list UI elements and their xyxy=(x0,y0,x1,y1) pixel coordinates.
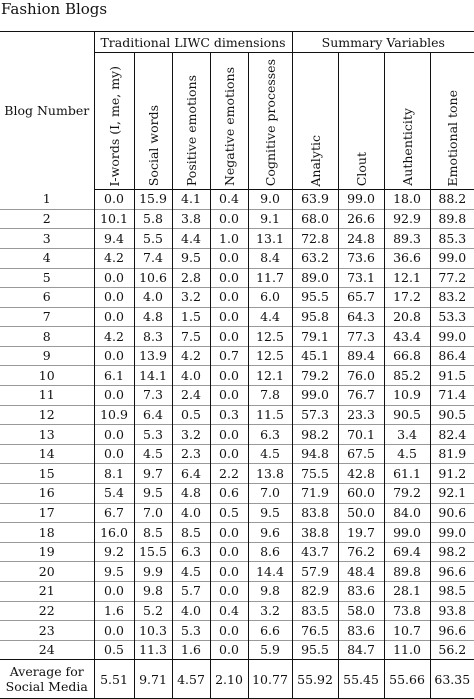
column-header: Clout xyxy=(338,53,384,190)
value-cell: 0.5 xyxy=(94,640,134,660)
value-cell: 0.0 xyxy=(210,523,248,543)
value-cell: 0.0 xyxy=(210,425,248,445)
value-cell: 76.5 xyxy=(292,621,338,641)
value-cell: 8.4 xyxy=(248,248,292,268)
value-cell: 36.6 xyxy=(384,248,430,268)
table-row xyxy=(0,248,474,268)
table-row xyxy=(0,229,474,249)
value-cell: 6.6 xyxy=(248,621,292,641)
value-cell: 0.0 xyxy=(94,288,134,308)
value-cell: 48.4 xyxy=(338,562,384,582)
value-cell: 99.0 xyxy=(384,523,430,543)
value-cell: 17.2 xyxy=(384,288,430,308)
value-cell: 71.4 xyxy=(430,386,474,406)
value-cell: 82.4 xyxy=(430,425,474,445)
value-cell: 6.1 xyxy=(94,366,134,386)
value-cell: 4.2 xyxy=(94,327,134,347)
value-cell: 95.5 xyxy=(292,288,338,308)
value-cell: 23.3 xyxy=(338,405,384,425)
value-cell: 76.7 xyxy=(338,386,384,406)
value-cell: 0.0 xyxy=(94,268,134,288)
value-cell: 85.3 xyxy=(430,229,474,249)
value-cell: 8.5 xyxy=(172,523,210,543)
value-cell: 0.0 xyxy=(210,621,248,641)
blog-number-cell: 17 xyxy=(38,504,55,520)
value-cell: 76.2 xyxy=(338,542,384,562)
value-cell: 0.0 xyxy=(210,209,248,229)
value-cell: 13.1 xyxy=(248,229,292,249)
average-cell: 9.71 xyxy=(134,660,172,699)
value-cell: 12.5 xyxy=(248,346,292,366)
value-cell: 73.6 xyxy=(338,248,384,268)
value-cell: 9.9 xyxy=(134,562,172,582)
blog-number-cell: 20 xyxy=(38,563,55,579)
average-cell: 55.66 xyxy=(384,660,430,699)
blog-number-cell: 1 xyxy=(42,191,51,207)
table-row xyxy=(0,366,474,386)
value-cell: 84.7 xyxy=(338,640,384,660)
value-cell: 4.1 xyxy=(172,190,210,210)
average-cell: 2.10 xyxy=(210,660,248,699)
value-cell: 89.4 xyxy=(338,346,384,366)
table-row xyxy=(0,190,474,210)
value-cell: 24.8 xyxy=(338,229,384,249)
value-cell: 0.6 xyxy=(210,484,248,504)
value-cell: 0.4 xyxy=(210,601,248,621)
value-cell: 0.0 xyxy=(210,640,248,660)
blog-number-cell: 3 xyxy=(42,230,51,246)
table-row xyxy=(0,582,474,602)
value-cell: 8.6 xyxy=(248,542,292,562)
value-cell: 5.3 xyxy=(172,621,210,641)
value-cell: 7.4 xyxy=(134,248,172,268)
value-cell: 69.4 xyxy=(384,542,430,562)
value-cell: 0.5 xyxy=(172,405,210,425)
table-row xyxy=(0,386,474,406)
value-cell: 0.0 xyxy=(94,582,134,602)
table-row xyxy=(0,542,474,562)
value-cell: 18.0 xyxy=(384,190,430,210)
table-row xyxy=(0,268,474,288)
value-cell: 93.8 xyxy=(430,601,474,621)
value-cell: 63.2 xyxy=(292,248,338,268)
value-cell: 6.4 xyxy=(172,464,210,484)
value-cell: 98.5 xyxy=(430,582,474,602)
blog-number-cell: 19 xyxy=(38,544,55,560)
value-cell: 89.8 xyxy=(384,562,430,582)
value-cell: 13.9 xyxy=(134,346,172,366)
value-cell: 89.0 xyxy=(292,268,338,288)
value-cell: 14.4 xyxy=(248,562,292,582)
value-cell: 0.0 xyxy=(210,444,248,464)
value-cell: 92.1 xyxy=(430,484,474,504)
value-cell: 6.3 xyxy=(248,425,292,445)
value-cell: 83.5 xyxy=(292,601,338,621)
value-cell: 4.5 xyxy=(384,444,430,464)
value-cell: 98.2 xyxy=(292,425,338,445)
column-header: Authenticity xyxy=(384,53,430,190)
value-cell: 2.8 xyxy=(172,268,210,288)
value-cell: 2.2 xyxy=(210,464,248,484)
value-cell: 15.9 xyxy=(134,190,172,210)
value-cell: 0.0 xyxy=(210,288,248,308)
table-row xyxy=(0,405,474,425)
value-cell: 83.2 xyxy=(430,288,474,308)
blog-number-cell: 16 xyxy=(38,485,55,501)
value-cell: 91.2 xyxy=(430,464,474,484)
value-cell: 60.0 xyxy=(338,484,384,504)
value-cell: 9.6 xyxy=(248,523,292,543)
value-cell: 42.8 xyxy=(338,464,384,484)
value-cell: 9.5 xyxy=(94,562,134,582)
liwc-table xyxy=(0,31,474,699)
value-cell: 7.3 xyxy=(134,386,172,406)
value-cell: 4.2 xyxy=(172,346,210,366)
value-cell: 90.5 xyxy=(384,405,430,425)
value-cell: 6.3 xyxy=(172,542,210,562)
blog-number-cell: 2 xyxy=(42,211,51,227)
value-cell: 67.5 xyxy=(338,444,384,464)
value-cell: 68.0 xyxy=(292,209,338,229)
value-cell: 2.3 xyxy=(172,444,210,464)
value-cell: 4.4 xyxy=(172,229,210,249)
table-body xyxy=(0,190,474,660)
value-cell: 4.5 xyxy=(172,562,210,582)
value-cell: 0.3 xyxy=(210,405,248,425)
value-cell: 6.0 xyxy=(248,288,292,308)
average-cell: 55.45 xyxy=(338,660,384,699)
value-cell: 38.8 xyxy=(292,523,338,543)
header-blog-number: Blog Number xyxy=(4,103,90,119)
value-cell: 8.3 xyxy=(134,327,172,347)
blog-number-cell: 13 xyxy=(38,426,55,442)
value-cell: 12.5 xyxy=(248,327,292,347)
value-cell: 92.9 xyxy=(384,209,430,229)
value-cell: 72.8 xyxy=(292,229,338,249)
value-cell: 99.0 xyxy=(430,248,474,268)
value-cell: 90.5 xyxy=(430,405,474,425)
value-cell: 5.7 xyxy=(172,582,210,602)
value-cell: 82.9 xyxy=(292,582,338,602)
table-row xyxy=(0,307,474,327)
value-cell: 4.8 xyxy=(134,307,172,327)
average-cell: 63.35 xyxy=(430,660,474,699)
value-cell: 9.2 xyxy=(94,542,134,562)
value-cell: 3.4 xyxy=(384,425,430,445)
value-cell: 83.6 xyxy=(338,621,384,641)
value-cell: 81.9 xyxy=(430,444,474,464)
value-cell: 1.0 xyxy=(210,229,248,249)
column-header: Analytic xyxy=(292,53,338,190)
value-cell: 4.2 xyxy=(94,248,134,268)
average-cell: 5.51 xyxy=(94,660,134,699)
average-label xyxy=(0,660,94,699)
value-cell: 0.0 xyxy=(210,268,248,288)
value-cell: 20.8 xyxy=(384,307,430,327)
value-cell: 70.1 xyxy=(338,425,384,445)
value-cell: 58.0 xyxy=(338,601,384,621)
value-cell: 79.1 xyxy=(292,327,338,347)
table-row xyxy=(0,327,474,347)
value-cell: 99.0 xyxy=(430,523,474,543)
average-label-line2: Social Media xyxy=(5,679,88,695)
value-cell: 4.0 xyxy=(172,601,210,621)
column-header: I-words (I, me, my) xyxy=(94,53,134,190)
value-cell: 14.1 xyxy=(134,366,172,386)
value-cell: 0.0 xyxy=(210,582,248,602)
value-cell: 0.0 xyxy=(94,190,134,210)
header-group-liwc: Traditional LIWC dimensions xyxy=(94,32,292,53)
value-cell: 0.0 xyxy=(94,621,134,641)
value-cell: 89.8 xyxy=(430,209,474,229)
table-row xyxy=(0,444,474,464)
value-cell: 96.6 xyxy=(430,621,474,641)
value-cell: 28.1 xyxy=(384,582,430,602)
value-cell: 96.6 xyxy=(430,562,474,582)
value-cell: 9.5 xyxy=(134,484,172,504)
blog-number-cell: 10 xyxy=(38,367,55,383)
value-cell: 0.7 xyxy=(210,346,248,366)
value-cell: 43.7 xyxy=(292,542,338,562)
value-cell: 7.0 xyxy=(248,484,292,504)
average-cell: 55.92 xyxy=(292,660,338,699)
value-cell: 71.9 xyxy=(292,484,338,504)
value-cell: 9.8 xyxy=(248,582,292,602)
value-cell: 0.0 xyxy=(210,562,248,582)
table-row xyxy=(0,346,474,366)
value-cell: 99.0 xyxy=(338,190,384,210)
value-cell: 10.6 xyxy=(134,268,172,288)
value-cell: 77.2 xyxy=(430,268,474,288)
value-cell: 9.5 xyxy=(248,503,292,523)
value-cell: 0.0 xyxy=(94,386,134,406)
value-cell: 5.4 xyxy=(94,484,134,504)
table-caption: Fashion Blogs xyxy=(1,0,108,18)
value-cell: 99.0 xyxy=(430,327,474,347)
value-cell: 0.0 xyxy=(94,425,134,445)
value-cell: 0.0 xyxy=(210,542,248,562)
value-cell: 3.8 xyxy=(172,209,210,229)
value-cell: 0.0 xyxy=(210,366,248,386)
column-header: Cognitive processes xyxy=(248,53,292,190)
value-cell: 12.1 xyxy=(248,366,292,386)
table-row xyxy=(0,601,474,621)
value-cell: 84.0 xyxy=(384,503,430,523)
value-cell: 5.3 xyxy=(134,425,172,445)
value-cell: 9.7 xyxy=(134,464,172,484)
value-cell: 26.6 xyxy=(338,209,384,229)
value-cell: 50.0 xyxy=(338,503,384,523)
value-cell: 0.0 xyxy=(94,346,134,366)
average-row xyxy=(0,660,474,699)
value-cell: 4.0 xyxy=(134,288,172,308)
value-cell: 99.0 xyxy=(292,386,338,406)
value-cell: 5.9 xyxy=(248,640,292,660)
value-cell: 4.5 xyxy=(134,444,172,464)
blog-number-cell: 5 xyxy=(42,269,51,285)
value-cell: 1.6 xyxy=(172,640,210,660)
value-cell: 0.0 xyxy=(210,327,248,347)
blog-number-cell: 12 xyxy=(38,406,55,422)
blog-number-cell: 14 xyxy=(38,446,55,462)
value-cell: 95.8 xyxy=(292,307,338,327)
table-row xyxy=(0,288,474,308)
average-label-line1: Average for xyxy=(9,664,84,680)
value-cell: 0.0 xyxy=(210,386,248,406)
value-cell: 64.3 xyxy=(338,307,384,327)
value-cell: 66.8 xyxy=(384,346,430,366)
value-cell: 77.3 xyxy=(338,327,384,347)
blog-number-cell: 9 xyxy=(42,348,51,364)
blog-number-cell: 24 xyxy=(38,642,55,658)
value-cell: 83.6 xyxy=(338,582,384,602)
value-cell: 73.8 xyxy=(384,601,430,621)
value-cell: 94.8 xyxy=(292,444,338,464)
value-cell: 75.5 xyxy=(292,464,338,484)
table-row xyxy=(0,503,474,523)
value-cell: 65.7 xyxy=(338,288,384,308)
value-cell: 11.7 xyxy=(248,268,292,288)
value-cell: 1.6 xyxy=(94,601,134,621)
average-cell: 10.77 xyxy=(248,660,292,699)
value-cell: 0.5 xyxy=(210,503,248,523)
value-cell: 63.9 xyxy=(292,190,338,210)
value-cell: 19.7 xyxy=(338,523,384,543)
blog-number-cell: 6 xyxy=(42,289,51,305)
value-cell: 3.2 xyxy=(172,425,210,445)
value-cell: 79.2 xyxy=(292,366,338,386)
value-cell: 10.1 xyxy=(94,209,134,229)
table-row xyxy=(0,640,474,660)
value-cell: 10.3 xyxy=(134,621,172,641)
blog-number-cell: 18 xyxy=(38,524,55,540)
blog-number-cell: 23 xyxy=(38,622,55,638)
value-cell: 43.4 xyxy=(384,327,430,347)
blog-number-cell: 8 xyxy=(42,328,51,344)
blog-number-cell: 11 xyxy=(38,387,55,403)
value-cell: 12.1 xyxy=(384,268,430,288)
value-cell: 98.2 xyxy=(430,542,474,562)
table-row xyxy=(0,209,474,229)
table-row xyxy=(0,621,474,641)
blog-number-cell: 22 xyxy=(38,602,55,618)
value-cell: 57.3 xyxy=(292,405,338,425)
value-cell: 4.5 xyxy=(248,444,292,464)
value-cell: 95.5 xyxy=(292,640,338,660)
value-cell: 3.2 xyxy=(172,288,210,308)
value-cell: 4.8 xyxy=(172,484,210,504)
value-cell: 15.5 xyxy=(134,542,172,562)
value-cell: 85.2 xyxy=(384,366,430,386)
value-cell: 90.6 xyxy=(430,503,474,523)
value-cell: 0.0 xyxy=(210,248,248,268)
value-cell: 1.5 xyxy=(172,307,210,327)
column-header: Emotional tone xyxy=(430,53,474,190)
column-header: Positive emotions xyxy=(172,53,210,190)
value-cell: 11.5 xyxy=(248,405,292,425)
value-cell: 61.1 xyxy=(384,464,430,484)
column-header: Negative emotions xyxy=(210,53,248,190)
value-cell: 9.1 xyxy=(248,209,292,229)
average-cell: 4.57 xyxy=(172,660,210,699)
value-cell: 76.0 xyxy=(338,366,384,386)
blog-number-cell: 15 xyxy=(38,465,55,481)
value-cell: 88.2 xyxy=(430,190,474,210)
value-cell: 11.0 xyxy=(384,640,430,660)
blog-number-cell: 4 xyxy=(42,250,51,266)
blog-number-cell: 7 xyxy=(42,309,51,324)
value-cell: 4.0 xyxy=(172,503,210,523)
value-cell: 53.3 xyxy=(430,307,474,327)
value-cell: 7.0 xyxy=(134,503,172,523)
value-cell: 9.4 xyxy=(94,229,134,249)
value-cell: 45.1 xyxy=(292,346,338,366)
value-cell: 86.4 xyxy=(430,346,474,366)
value-cell: 6.4 xyxy=(134,405,172,425)
value-cell: 10.9 xyxy=(94,405,134,425)
value-cell: 0.0 xyxy=(210,307,248,327)
value-cell: 5.8 xyxy=(134,209,172,229)
value-cell: 13.8 xyxy=(248,464,292,484)
value-cell: 10.7 xyxy=(384,621,430,641)
value-cell: 56.2 xyxy=(430,640,474,660)
value-cell: 89.3 xyxy=(384,229,430,249)
value-cell: 5.5 xyxy=(134,229,172,249)
value-cell: 3.2 xyxy=(248,601,292,621)
blog-number-cell: 21 xyxy=(38,583,55,599)
value-cell: 73.1 xyxy=(338,268,384,288)
value-cell: 0.4 xyxy=(210,190,248,210)
value-cell: 8.1 xyxy=(94,464,134,484)
table-row xyxy=(0,484,474,504)
table-row xyxy=(0,562,474,582)
value-cell: 9.5 xyxy=(172,248,210,268)
column-header: Social words xyxy=(134,53,172,190)
value-cell: 0.0 xyxy=(94,444,134,464)
table-row xyxy=(0,464,474,484)
table-row xyxy=(0,425,474,445)
value-cell: 10.9 xyxy=(384,386,430,406)
value-cell: 7.5 xyxy=(172,327,210,347)
value-cell: 8.5 xyxy=(134,523,172,543)
value-cell: 4.0 xyxy=(172,366,210,386)
value-cell: 0.0 xyxy=(94,307,134,327)
value-cell: 11.3 xyxy=(134,640,172,660)
value-cell: 79.2 xyxy=(384,484,430,504)
value-cell: 6.7 xyxy=(94,503,134,523)
value-cell: 57.9 xyxy=(292,562,338,582)
header-group-summary: Summary Variables xyxy=(292,32,474,53)
value-cell: 91.5 xyxy=(430,366,474,386)
value-cell: 7.8 xyxy=(248,386,292,406)
value-cell: 9.8 xyxy=(134,582,172,602)
value-cell: 4.4 xyxy=(248,307,292,327)
table-row xyxy=(0,523,474,543)
value-cell: 16.0 xyxy=(94,523,134,543)
value-cell: 5.2 xyxy=(134,601,172,621)
value-cell: 83.8 xyxy=(292,503,338,523)
value-cell: 9.0 xyxy=(248,190,292,210)
value-cell: 2.4 xyxy=(172,386,210,406)
